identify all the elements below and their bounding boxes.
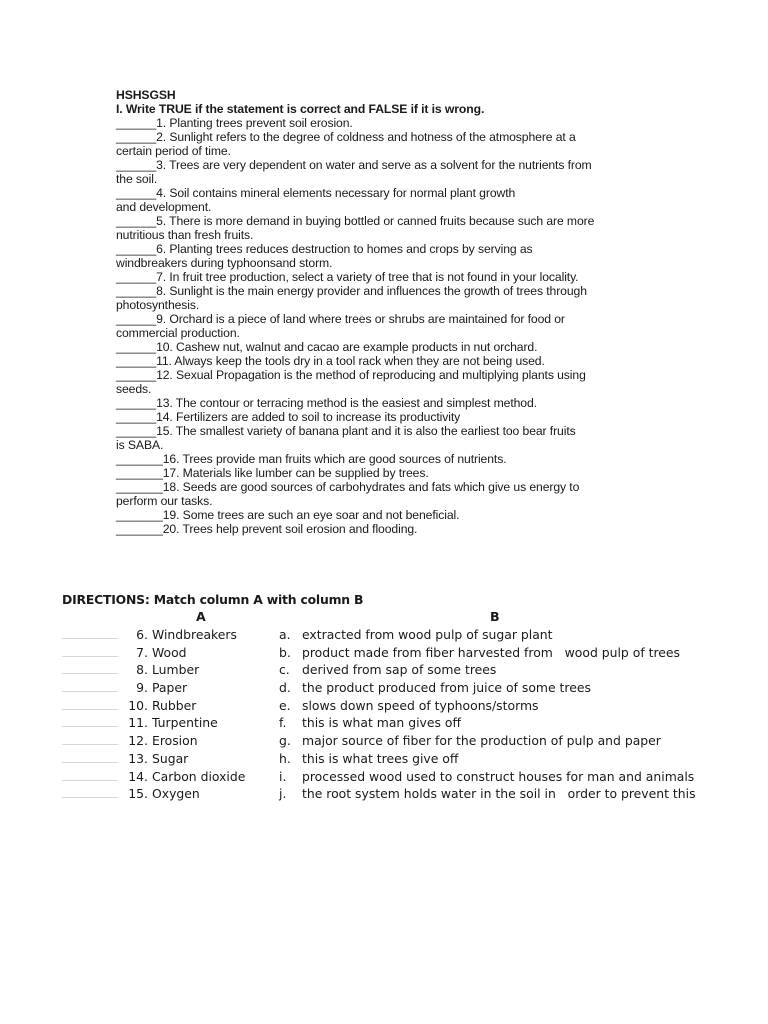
column-b-description: this is what man gives off (302, 715, 461, 731)
statement-item (116, 270, 656, 284)
column-b-description: extracted from wood pulp of sugar plant (302, 627, 553, 642)
statement-text: ______8. Sunlight is the main energy provider and influences the growth of trees through (116, 284, 587, 298)
matching-row (62, 768, 742, 786)
statement-continuation: certain period of time. (116, 144, 231, 158)
answer-blank (62, 709, 118, 710)
column-a-term: Oxygen (152, 786, 200, 802)
column-a-header: A (196, 609, 206, 624)
statement-item (116, 158, 656, 186)
choice-letter: a. (279, 627, 291, 642)
statement-item (116, 368, 656, 396)
column-headers (62, 609, 742, 626)
statement-item (116, 116, 656, 130)
column-a-term: Carbon dioxide (152, 768, 246, 784)
choice-letter: c. (279, 662, 290, 678)
statement-item (116, 186, 656, 214)
choice-letter: i. (279, 768, 287, 784)
statement-continuation: photosynthesis. (116, 298, 200, 312)
matching-directions: DIRECTIONS: Match column A with column B (62, 592, 364, 607)
statement-item (116, 508, 656, 522)
true-false-section (116, 88, 656, 536)
statement-text: ______3. Trees are very dependent on water and serve as a solvent for the nutrients from (116, 158, 592, 172)
statement-item (116, 480, 656, 508)
answer-blank (62, 673, 118, 674)
statement-item (116, 522, 656, 536)
item-number: 10. (128, 697, 148, 713)
item-number: 15. (128, 786, 148, 802)
column-a-term: Sugar (152, 750, 189, 766)
matching-row (62, 679, 742, 697)
matching-row (62, 644, 742, 662)
statement-text: _______20. Trees help prevent soil erosion and flooding. (116, 522, 418, 536)
statement-item (116, 466, 656, 480)
item-number: 14. (128, 768, 148, 784)
true-false-heading: I. Write TRUE if the statement is correct and FALSE if it is wrong. (116, 102, 485, 116)
answer-blank (62, 797, 118, 798)
statement-text: ______10. Cashew nut, walnut and cacao are example products in nut orchard. (116, 340, 538, 354)
statement-item (116, 340, 656, 354)
matching-row (62, 785, 742, 803)
item-number: 6. (136, 627, 148, 642)
statement-item (116, 214, 656, 242)
statement-item (116, 130, 656, 158)
true-false-list (116, 116, 656, 536)
statement-text: ______2. Sunlight refers to the degree of coldness and hotness of the atmosphere at a (116, 130, 576, 144)
column-a-term: Wood (152, 644, 187, 660)
statement-text: ______11. Always keep the tools dry in a tool rack when they are not being used. (116, 354, 545, 368)
choice-letter: j. (279, 786, 287, 802)
statement-text: ______13. The contour or terracing method is the easiest and simplest method. (116, 396, 537, 410)
item-number: 7. (136, 644, 148, 660)
choice-letter: e. (279, 697, 291, 713)
answer-blank (62, 726, 118, 727)
statement-continuation: seeds. (116, 382, 152, 396)
statement-continuation: windbreakers during typhoonsand storm. (116, 256, 333, 270)
statement-continuation: commercial production. (116, 326, 240, 340)
statement-continuation: is SABA. (116, 438, 164, 452)
statement-text: _______16. Trees provide man fruits which are good sources of nutrients. (116, 452, 507, 466)
matching-list (62, 626, 742, 803)
statement-text: ______7. In fruit tree production, select a variety of tree that is not found in your locality. (116, 270, 579, 284)
column-b-description: the root system holds water in the soil in order to prevent this (302, 786, 696, 802)
statement-item (116, 410, 656, 424)
statement-continuation: perform our tasks. (116, 494, 213, 508)
item-number: 13. (128, 750, 148, 766)
statement-text: _______17. Materials like lumber can be supplied by trees. (116, 466, 429, 480)
statement-text: ______9. Orchard is a piece of land where trees or shrubs are maintained for food or (116, 312, 565, 326)
statement-text: _______18. Seeds are good sources of carbohydrates and fats which give us energy to (116, 480, 580, 494)
statement-text: ______15. The smallest variety of banana plant and it is also the earliest too bear fruits (116, 424, 576, 438)
matching-row (62, 732, 742, 750)
choice-letter: g. (279, 733, 291, 749)
matching-row (62, 697, 742, 715)
statement-item (116, 242, 656, 270)
column-b-header: B (490, 609, 500, 624)
item-number: 11. (128, 715, 148, 731)
statement-text: ______14. Fertilizers are added to soil to increase its productivity (116, 410, 461, 424)
answer-blank (62, 638, 118, 639)
item-number: 9. (136, 680, 148, 696)
statement-text: ______4. Soil contains mineral elements necessary for normal plant growth (116, 186, 516, 200)
choice-letter: f. (279, 715, 287, 731)
matching-row (62, 750, 742, 768)
statement-text: ______5. There is more demand in buying bottled or canned fruits because such are more (116, 214, 595, 228)
statement-continuation: nutritious than fresh fruits. (116, 228, 254, 242)
column-b-description: processed wood used to construct houses for man and animals (302, 768, 695, 784)
statement-text: _______19. Some trees are such an eye soar and not beneficial. (116, 508, 460, 522)
column-a-term: Windbreakers (152, 627, 237, 642)
column-b-description: product made from fiber harvested from wood pulp of trees (302, 644, 680, 660)
column-a-term: Paper (152, 680, 188, 696)
column-b-description: slows down speed of typhoons/storms (302, 697, 539, 713)
answer-blank (62, 744, 118, 745)
document-title: HSHSGSH (116, 88, 176, 102)
item-number: 8. (136, 662, 148, 678)
matching-row (62, 714, 742, 732)
matching-row (62, 661, 742, 679)
statement-text: ______12. Sexual Propagation is the method of reproducing and multiplying plants using (116, 368, 586, 382)
statement-text: ______1. Planting trees prevent soil erosion. (116, 116, 353, 130)
statement-text: ______6. Planting trees reduces destruction to homes and crops by serving as (116, 242, 533, 256)
column-b-description: the product produced from juice of some trees (302, 680, 591, 696)
choice-letter: d. (279, 680, 291, 696)
statement-item (116, 424, 656, 452)
statement-item (116, 452, 656, 466)
item-number: 12. (128, 733, 148, 749)
statement-item (116, 354, 656, 368)
answer-blank (62, 656, 118, 657)
column-b-description: derived from sap of some trees (302, 662, 497, 678)
statement-item (116, 284, 656, 312)
choice-letter: h. (279, 750, 291, 766)
matching-section (62, 591, 742, 803)
statement-item (116, 312, 656, 340)
statement-continuation: the soil. (116, 172, 158, 186)
answer-blank (62, 762, 118, 763)
column-b-description: this is what trees give off (302, 750, 459, 766)
statement-item (116, 396, 656, 410)
choice-letter: b. (279, 644, 291, 660)
answer-blank (62, 780, 118, 781)
column-b-description: major source of fiber for the production of pulp and paper (302, 733, 661, 749)
statement-continuation: and development. (116, 200, 212, 214)
column-a-term: Turpentine (152, 715, 218, 731)
column-a-term: Lumber (152, 662, 200, 678)
answer-blank (62, 691, 118, 692)
matching-row (62, 626, 742, 644)
column-a-term: Erosion (152, 733, 198, 749)
column-a-term: Rubber (152, 697, 197, 713)
